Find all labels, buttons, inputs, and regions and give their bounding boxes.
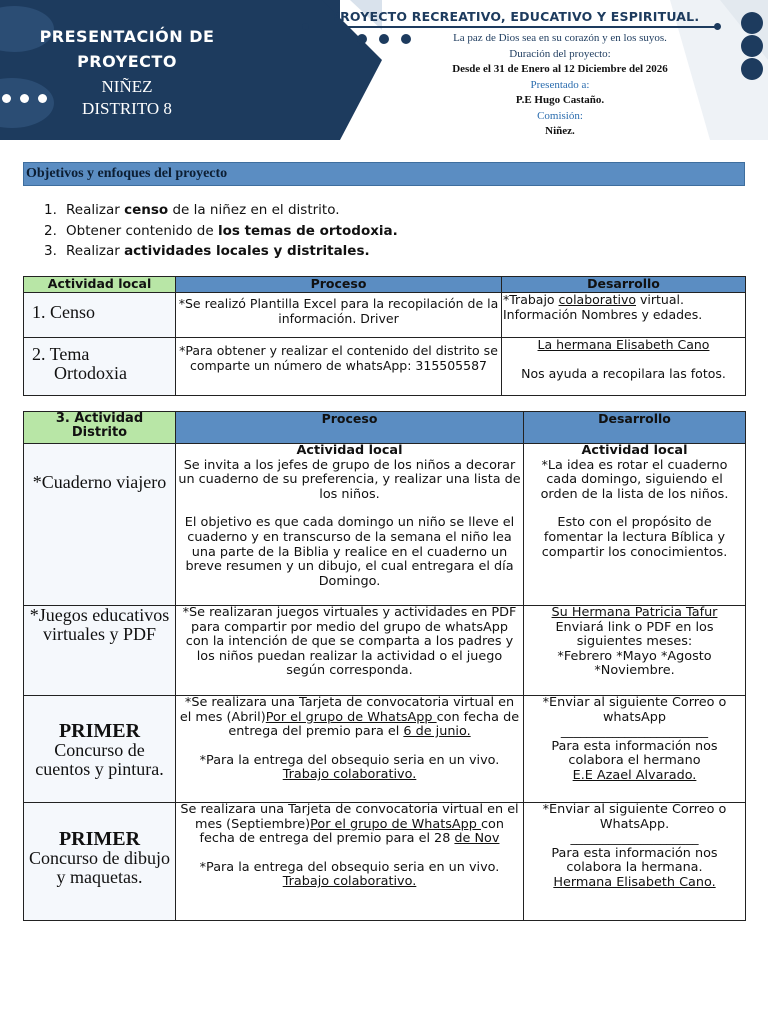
page-subtitle: NIÑEZ DISTRITO 8 bbox=[82, 77, 172, 118]
commission-label: Comisión: bbox=[537, 109, 583, 122]
list-item: 2. Obtener contenido de los temas de ortodoxia. bbox=[44, 222, 398, 239]
process-cell: *Se realizara una Tarjeta de convocatoria virtual en el mes (Abril)Por el grupo de WhatsApp con fecha de entrega del premio para el 6 de junio. *Para la entrega del obsequio seria en un vivo. Trabajo colaborativo. bbox=[176, 696, 524, 803]
decor-dot bbox=[741, 58, 763, 80]
heading-underline bbox=[306, 26, 718, 28]
presented-value: P.E Hugo Castaño. bbox=[515, 94, 605, 106]
activity-cell: *Juegos educativos virtuales y PDF bbox=[24, 606, 176, 696]
presented-label: Presentado a: bbox=[530, 78, 590, 91]
development-cell: *Trabajo colaborativo virtual. Información Nombres y edades. bbox=[502, 293, 746, 338]
development-cell: *Enviar al siguiente Correo o whatsApp _______________________ Para esta información nos colabora el hermano E.E Azael Alvarado. bbox=[524, 696, 746, 803]
table-row bbox=[24, 606, 746, 696]
district-activity-table bbox=[23, 411, 746, 921]
project-type-heading: PROYECTO RECREATIVO, EDUCATIVO Y ESPIRITUAL. bbox=[330, 9, 700, 24]
activity-cell: 1. Censo bbox=[24, 293, 176, 338]
table-row bbox=[24, 338, 746, 396]
process-cell: *Se realizaran juegos virtuales y actividades en PDF para compartir por medio del grupo de whatsApp con la intención de que se comparta a los padres y los niños puedan realizar la actividad o el juego según corresponda. bbox=[176, 606, 524, 696]
table-header-row bbox=[24, 277, 746, 293]
process-cell: Se realizara una Tarjeta de convocatoria virtual en el mes (Septiembre)Por el grupo de WhatsApp con fecha de entrega del premio para el 28 de Nov *Para la entrega del obsequio seria en un vivo. Trabajo colaborativo. bbox=[176, 803, 524, 921]
development-cell: Su Hermana Patricia Tafur Enviará link o PDF en los siguientes meses: *Febrero *Mayo *Agosto *Noviembre. bbox=[524, 606, 746, 696]
decor-dot bbox=[379, 34, 389, 44]
decor-dot bbox=[357, 34, 367, 44]
development-cell: Actividad local *La idea es rotar el cuaderno cada domingo, siguiendo el orden de la lista de los niños. Esto con el propósito de fomentar la lectura Bíblica y compartir los conocimientos. bbox=[524, 444, 746, 606]
table-header-row bbox=[24, 412, 746, 444]
objectives-list bbox=[44, 200, 724, 262]
column-header: Proceso bbox=[176, 412, 524, 444]
table-row bbox=[24, 293, 746, 338]
greeting-text: La paz de Dios sea en su corazón y en los suyos. bbox=[453, 32, 667, 44]
decor-dot bbox=[741, 12, 763, 34]
project-info-block bbox=[410, 31, 710, 140]
heading-underline-dot bbox=[714, 23, 721, 30]
development-cell: La hermana Elisabeth Cano Nos ayuda a recopilara las fotos. bbox=[502, 338, 746, 396]
page-title: PRESENTACIÓN DE PROYECTO bbox=[39, 27, 215, 71]
column-header: Actividad local bbox=[24, 277, 176, 293]
commission-value: Niñez. bbox=[545, 125, 575, 137]
column-header: Desarrollo bbox=[502, 277, 746, 293]
list-item: 3. Realizar actividades locales y distritales. bbox=[44, 243, 370, 259]
decor-dot bbox=[2, 94, 11, 103]
duration-value: Desde el 31 de Enero al 12 Diciembre del 2026 bbox=[452, 63, 668, 75]
process-cell: Actividad local Se invita a los jefes de grupo de los niños a decorar un cuaderno de su preferencia, y realizar una lista de los niños. El objetivo es que cada domingo un niño se lleve el cuaderno y en transcurso de la semana el niño lea una parte de la Biblia y realice en el cuaderno un breve resumen y un dibujo, el cual entregara el día Domingo. bbox=[176, 444, 524, 606]
header-banner bbox=[0, 0, 768, 140]
duration-label: Duración del proyecto: bbox=[509, 47, 611, 60]
list-item: 1. Realizar censo de la niñez en el distrito. bbox=[44, 202, 340, 218]
activity-cell: PRIMER Concurso de dibujo y maquetas. bbox=[24, 803, 176, 921]
local-activity-table bbox=[23, 276, 746, 396]
development-cell: *Enviar al siguiente Correo o WhatsApp. ____________________ Para esta información nos colabora la hermana. Hermana Elisabeth Cano. bbox=[524, 803, 746, 921]
table-row bbox=[24, 444, 746, 606]
decor-dot bbox=[741, 35, 763, 57]
process-cell: *Se realizó Plantilla Excel para la recopilación de la información. Driver bbox=[176, 293, 502, 338]
objectives-heading: Objetivos y enfoques del proyecto bbox=[23, 162, 745, 186]
activity-cell: PRIMER Concurso de cuentos y pintura. bbox=[24, 696, 176, 803]
heading-underline-dot bbox=[302, 23, 309, 30]
table-row bbox=[24, 803, 746, 921]
table-row bbox=[24, 696, 746, 803]
process-cell: *Para obtener y realizar el contenido del distrito se comparte un número de whatsApp: 315505587 bbox=[176, 338, 502, 396]
column-header: 3. Actividad Distrito bbox=[24, 412, 176, 444]
activity-cell: 2. Tema Ortodoxia bbox=[24, 338, 176, 396]
column-header: Proceso bbox=[176, 277, 502, 293]
activity-cell: *Cuaderno viajero bbox=[24, 444, 176, 606]
column-header: Desarrollo bbox=[524, 412, 746, 444]
